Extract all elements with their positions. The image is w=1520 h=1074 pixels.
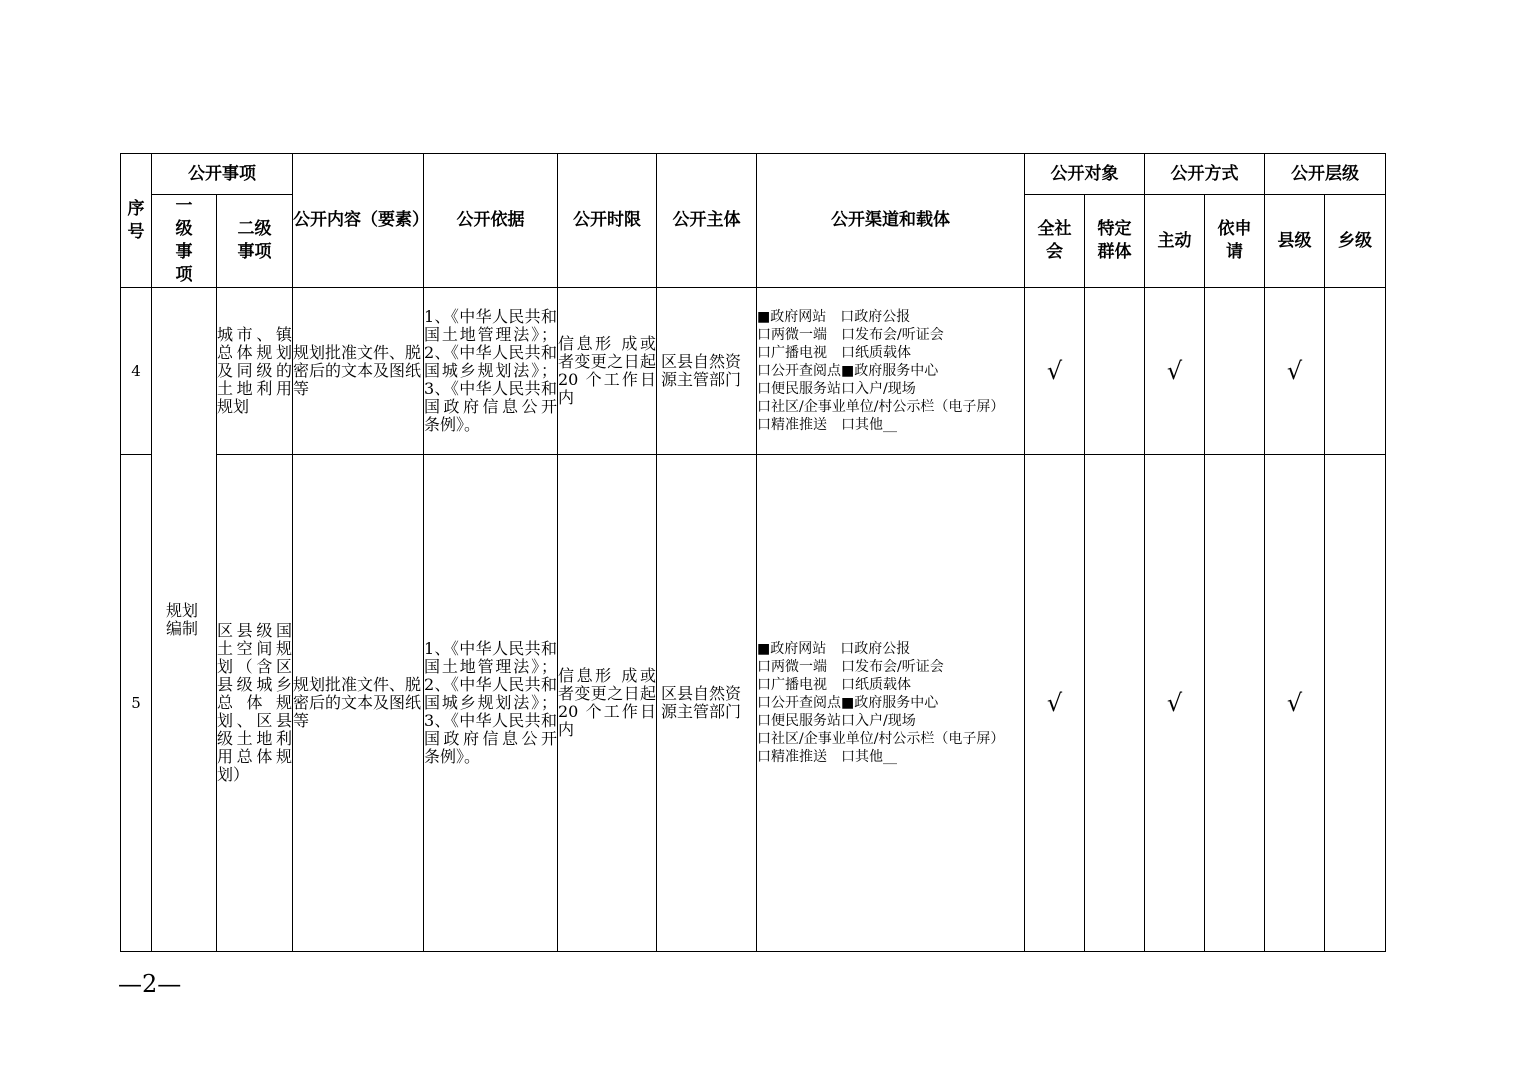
row-subject: 区县自然资源主管部门 — [657, 288, 757, 455]
header-audience-specific: 特定群体 — [1085, 195, 1145, 288]
check-level-county: √ — [1265, 455, 1325, 952]
check-method-request — [1205, 455, 1265, 952]
row-time-limit: 信息形 成或者变更之日起 20 个工作日内 — [558, 455, 657, 952]
header-content: 公开内容（要素） — [293, 154, 424, 288]
channel-line: ■政府网站 口政府公报 — [757, 309, 911, 325]
header-channel: 公开渠道和载体 — [757, 154, 1025, 288]
check-method-active: √ — [1145, 288, 1205, 455]
level1-label: 规划编制 — [166, 600, 199, 638]
check-audience-all: √ — [1025, 288, 1085, 455]
table-row — [121, 455, 1386, 952]
channel-line: 口广播电视 口纸质载体 — [757, 345, 911, 361]
header-level-township: 乡级 — [1325, 195, 1386, 288]
check-level-township — [1325, 288, 1386, 455]
row-seq: 5 — [121, 455, 152, 952]
channel-line: 口精准推送 口其他__ — [757, 417, 897, 433]
row-subject: 区县自然资源主管部门 — [657, 455, 757, 952]
check-method-request — [1205, 288, 1265, 455]
page-number: —2— — [118, 970, 182, 998]
channel-line: 口公开查阅点■政府服务中心 — [757, 363, 939, 379]
header-items: 公开事项 — [152, 154, 293, 195]
header-method-request: 依申请 — [1205, 195, 1265, 288]
channel-line: 口两微一端 口发布会/听证会 — [757, 659, 944, 675]
header-audience-all: 全社会 — [1025, 195, 1085, 288]
row-content: 规划批准文件、脱密后的文本及图纸等 — [293, 455, 424, 952]
check-audience-all: √ — [1025, 455, 1085, 952]
header-method-active: 主动 — [1145, 195, 1205, 288]
header-level-county: 县级 — [1265, 195, 1325, 288]
row-level2: 城市、镇总体规划及同级的土地利用规划 — [217, 288, 293, 455]
header-method: 公开方式 — [1145, 154, 1265, 195]
row-seq: 4 — [121, 288, 152, 455]
check-method-active: √ — [1145, 455, 1205, 952]
row-level2: 区县级国土空间规划（含区县级城乡总 体 规划、区县级土地利用总体规划） — [217, 455, 293, 952]
channel-line: 口公开查阅点■政府服务中心 — [757, 695, 939, 711]
header-seq: 序号 — [121, 154, 152, 288]
header-level2: 二级事项 — [217, 195, 293, 288]
header-row-1 — [121, 154, 1386, 195]
check-audience-specific — [1085, 455, 1145, 952]
channel-line: 口便民服务站口入户/现场 — [757, 713, 916, 729]
merged-level1 — [152, 288, 217, 952]
row-channels — [757, 455, 1025, 952]
check-audience-specific — [1085, 288, 1145, 455]
channel-line: 口精准推送 口其他__ — [757, 749, 897, 765]
channel-line: 口社区/企事业单位/村公示栏（电子屏） — [757, 399, 1005, 415]
check-level-township — [1325, 455, 1386, 952]
row-basis: 1、《中华人民共和国土地管理法》；2、《中华人民共和国城乡规划法》；3、《中华人民共和国政府信息公开 条例》。 — [424, 455, 558, 952]
table-row — [121, 288, 1386, 455]
disclosure-table — [120, 153, 1386, 952]
row-time-limit: 信息形 成或者变更之日起 20 个工作日内 — [558, 288, 657, 455]
channel-line: 口便民服务站口入户/现场 — [757, 381, 916, 397]
channel-line: ■政府网站 口政府公报 — [757, 641, 911, 657]
header-subject: 公开主体 — [657, 154, 757, 288]
row-content: 规划批准文件、脱密后的文本及图纸等 — [293, 288, 424, 455]
channel-line: 口社区/企事业单位/村公示栏（电子屏） — [757, 731, 1005, 747]
check-level-county: √ — [1265, 288, 1325, 455]
header-time-limit: 公开时限 — [558, 154, 657, 288]
channel-line: 口两微一端 口发布会/听证会 — [757, 327, 944, 343]
header-basis: 公开依据 — [424, 154, 558, 288]
header-level: 公开层级 — [1265, 154, 1386, 195]
header-level1: 一级事项 — [152, 195, 217, 288]
row-channels — [757, 288, 1025, 455]
header-audience: 公开对象 — [1025, 154, 1145, 195]
row-basis: 1、《中华人民共和国土地管理法》；2、《中华人民共和国城乡规划法》；3、《中华人民共和国政府信息公开 条例》。 — [424, 288, 558, 455]
channel-line: 口广播电视 口纸质载体 — [757, 677, 911, 693]
